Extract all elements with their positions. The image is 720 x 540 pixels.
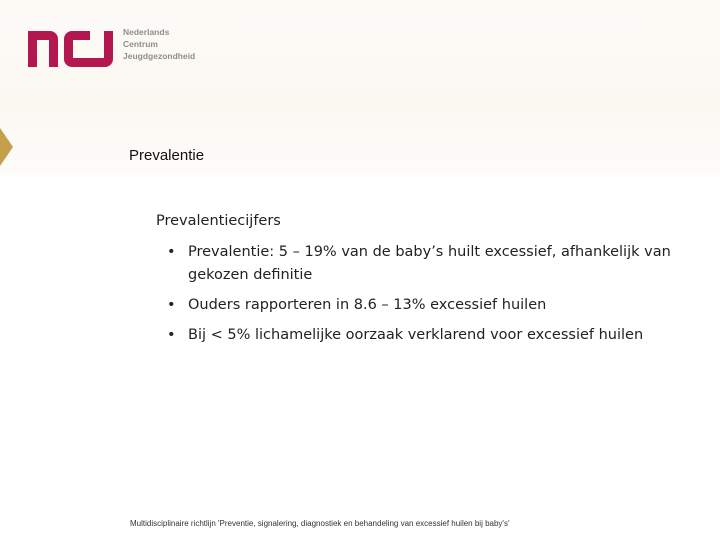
bullet-text: Bij < 5% lichamelijke oorzaak verklarend voor excessief huilen xyxy=(188,327,644,343)
ncj-logo xyxy=(28,26,218,70)
bullet-text: Prevalentie: 5 – 19% van de baby’s huilt excessief, afhankelijk van gekozen definitie xyxy=(188,244,671,283)
bullet-icon: • xyxy=(167,327,176,343)
logo-line-1: Nederlands xyxy=(123,27,170,37)
content-heading: Prevalentiecijfers xyxy=(156,213,281,229)
bullet-item xyxy=(156,294,686,317)
bullet-item xyxy=(156,324,686,347)
logo-line-3: Jeugdgezondheid xyxy=(123,51,196,61)
logo-wordmark xyxy=(123,26,218,62)
bullet-item xyxy=(156,241,686,287)
slide-content xyxy=(156,211,686,354)
logo-line-2: Centrum xyxy=(123,39,158,49)
ncj-logo-mark xyxy=(28,29,118,67)
bullet-icon: • xyxy=(167,297,176,313)
footer-citation: Multidisciplinaire richtlijn 'Preventie, signalering, diagnostiek en behandeling van excessief huilen bij baby's' xyxy=(130,519,510,528)
bullet-list xyxy=(156,241,686,347)
bullet-text: Ouders rapporteren in 8.6 – 13% excessief huilen xyxy=(188,297,547,313)
bullet-icon: • xyxy=(167,244,176,260)
section-marker-arrow xyxy=(0,128,13,166)
slide-title: Prevalentie xyxy=(129,147,205,164)
